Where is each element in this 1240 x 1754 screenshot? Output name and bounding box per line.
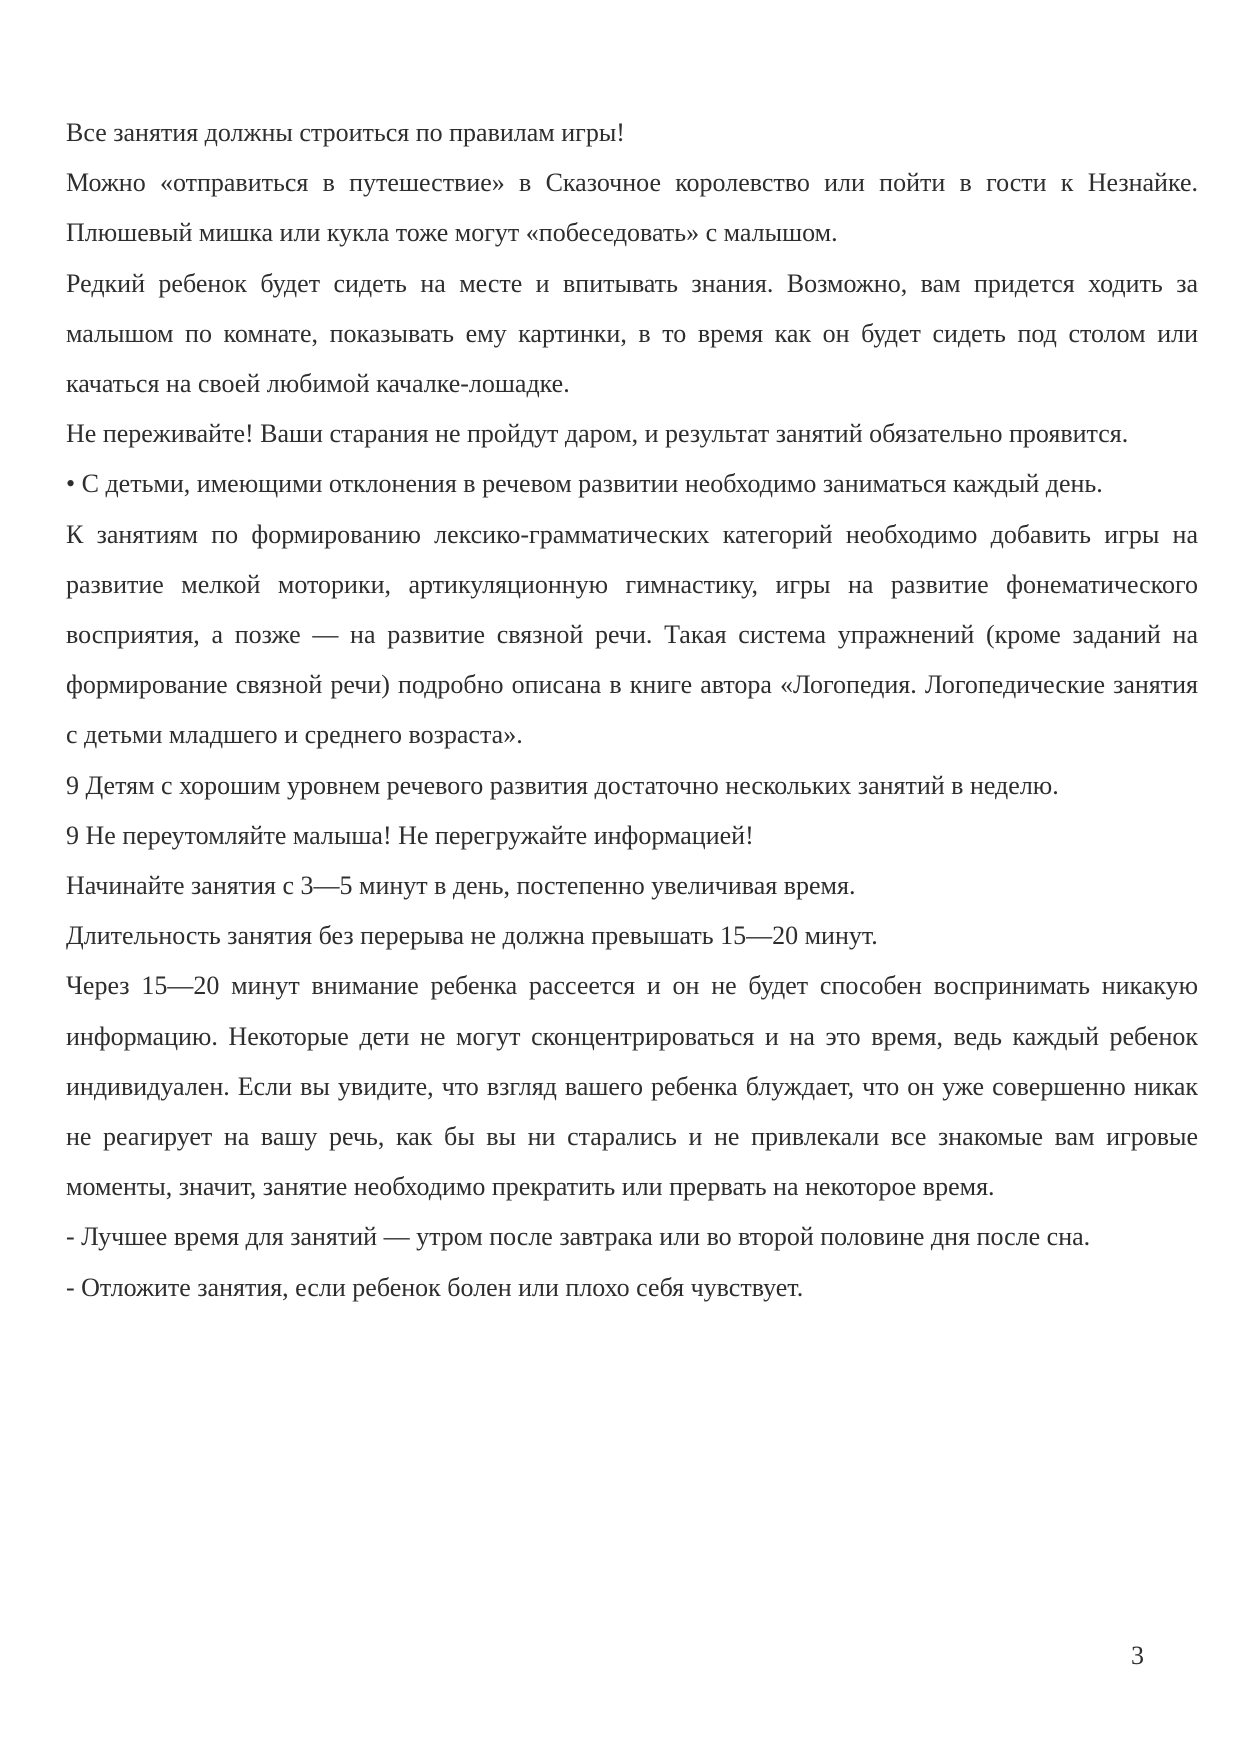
paragraph-daily-lessons: • С детьми, имеющими отклонения в речевом развитии необходимо заниматься каждый день.: [66, 469, 1103, 499]
paragraph-attention: Через 15—20 минут внимание ребенка рассеется и он не будет способен воспринимать никакую информацию. Некоторые дети не могут сконцентрироваться и на это время, ведь каждый ребенок индивидуален. Если вы увидите, что взгляд вашего ребенка блуждает, что он уже совершенно никак не реагирует на вашу речь, как бы вы ни старались и не привлекали все знакомые вам игровые моменты, значит, занятие необходимо прекратить или прервать на некоторое время.: [66, 971, 1198, 1202]
paragraph-best-time: - Лучшее время для занятий — утром после завтрака или во второй половине дня после сна.: [66, 1222, 1091, 1252]
paragraph-rare-child: Редкий ребенок будет сидеть на месте и впитывать знания. Возможно, вам придется ходить за малышом по комнате, показывать ему картинки, в то время как он будет сидеть под столом или качаться на своей любимой качалке-лошадке.: [66, 268, 1198, 399]
document-body: [66, 108, 1198, 1313]
paragraph-no-overload: 9 Не переутомляйте малыша! Не перегружайте информацией!: [66, 820, 754, 850]
paragraph-game-rules: Все занятия должны строиться по правилам игры!: [66, 118, 625, 147]
paragraph-good-level: 9 Детям с хорошим уровнем речевого развития достаточно нескольких занятий в неделю.: [66, 770, 1059, 800]
paragraph-start-minutes: Начинайте занятия с 3—5 минут в день, постепенно увеличивая время.: [66, 871, 856, 901]
paragraph-postpone: - Отложите занятия, если ребенок болен или плохо себя чувствует.: [66, 1272, 804, 1302]
paragraph-lexical-categories: К занятиям по формированию лексико-грамматических категорий необходимо добавить игры на развитие мелкой моторики, артикуляционную гимнастику, игры на развитие фонематического восприятия, а позже — на развитие связной речи. Такая система упражнений (кроме заданий на формирование связной речи) подробно описана в книге автора «Логопедия. Логопедические занятия с детьми младшего и среднего возраста».: [66, 519, 1198, 750]
paragraph-dont-worry: Не переживайте! Ваши старания не пройдут даром, и результат занятий обязательно проявится.: [66, 419, 1129, 449]
page-number: 3: [1131, 1641, 1144, 1670]
paragraph-duration: Длительность занятия без перерыва не должна превышать 15—20 минут.: [66, 921, 878, 951]
paragraph-journey: Можно «отправиться в путешествие» в Сказочное королевство или пойти в гости к Незнайке. Плюшевый мишка или кукла тоже могут «побеседовать» с малышом.: [66, 168, 1198, 248]
